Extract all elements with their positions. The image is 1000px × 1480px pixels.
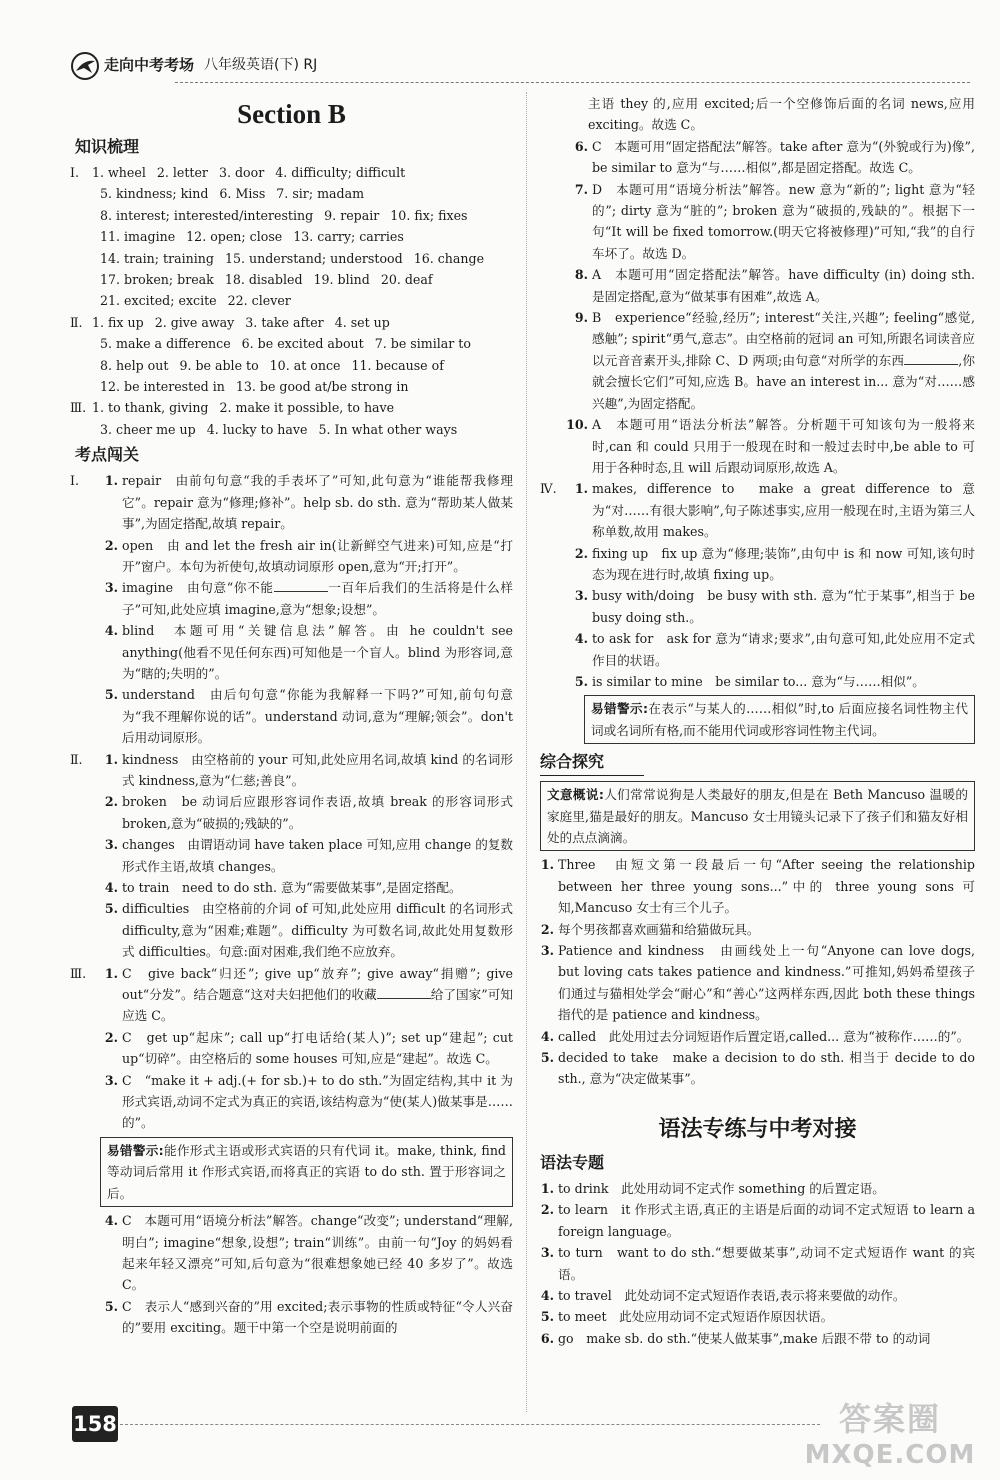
- explore-heading: 综合探究: [540, 749, 644, 776]
- runner-logo-icon: [70, 51, 100, 81]
- knowledge-group-3: Ⅲ. 1. to thank, giving 2. make it possible, to have 3. cheer me up 4. lucky to have 5. In what other ways: [70, 400, 458, 437]
- page-number: 158: [72, 1406, 118, 1442]
- exam-part-4: Ⅳ. 1. makes, difference to make a great difference to 意为“对……有很大影响”,句子陈述事实,应用一般现在时,主语为第三人称单数,故用 makes。 2. fixing up fix up 意为“修理;装饰”,由句中 is 和 now 可知,该句时态为现在进行时,故填 fixing up。 3. busy with/doing be busy with sth. 意为“忙于某事”,相当于 be busy doing sth.。 4. to ask for ask for 意为“请求;要求”,由句意可知,此处应用不定式作目的状语。 5. is similar to mine be similar to... 意为“与……相似”。 易错警示:在表示“与某人的……相似”时,to 后面应接名词性物主代词或名词所有格,而不能用代词或形容词性物主代词。: [540, 478, 975, 744]
- knowledge-heading: 知识梳理: [75, 137, 140, 156]
- answer-blank: [274, 579, 328, 592]
- answer-blank: [377, 986, 431, 999]
- exam-part-3: Ⅲ. 1. C give back“归还”; give up“放弃”; give away“捐赠”; give out“分发”。结合题意“这对夫妇把他们的收藏 给了国家”可知应选 C。 2. C get up“起床”; call up“打电话给(某人)”; set up“建起”; cut up“切碎”。由空格后的 some houses 可知,应是“建起”。故选 C。 3. C “make it + adj.(+ for sb.)+ to do sth.”为固定结构,其中 it 为形式宾语,动词不定式为真正的宾语,该结构意为“使(某人)做某事是……的”。 易错警示:能作形式主语或形式宾语的只有代词 it。make, think, find 等动词后常用 it 作形式宾语,而将真正的宾语 to do sth. 置于形容词之后。 4. C 本题可用“语境分析法”解答。change“改变”; understand“理解,明白”; imagine“想象,设想”; train“训练”。由前一句“Joy 的妈妈看起来年轻又漂亮”可知,后句意为“很难想象她已经 40 多岁了”。故选 C。 5. C 表示人“感到兴奋的”用 excited;表示事物的性质或特征“令人兴奋的”要用 exciting。题干中第一个空是说明前面的: [70, 965, 513, 1336]
- grammar-answers: 1. to drink 此处用动词不定式作 something 的后置定语。 2. to learn it 作形式主语,真正的主语是后面的动词不定式短语 to learn a foreign language。 3. to turn want to do sth.“想要做某事”,动词不定式短语作 want 的宾语。 4. to travel 此处动词不定式短语作表语,表示将来要做的动作。 5. to meet 此处应用动词不定式短语作原因状语。 6. go make sb. do sth.“使某人做某事”,make 后跟不带 to 的动词: [540, 1180, 975, 1346]
- warning-note: 易错警示:能作形式主语或形式宾语的只有代词 it。make, think, find 等动词后常用 it 作形式宾语,而将真正的宾语 to do sth. 置于形容词之后。: [100, 1137, 513, 1207]
- left-column: [70, 92, 513, 1339]
- footer-rule: [120, 1424, 820, 1425]
- continued-text: 主语 they 的,应用 excited;后一个空修饰后面的名词 news,应用 exciting。故选 C。: [588, 96, 975, 133]
- knowledge-group-2: Ⅱ. 1. fix up 2. give away 3. take after 4. set up 5. make a difference 6. be excited about 7. be similar to 8. help out 9. be able to 10. at once 11. because of 12. be interested in 13. be good at/be strong in: [70, 314, 471, 395]
- book-title: 走向中考考场: [104, 56, 195, 75]
- exam-part-2: Ⅱ. 1. kindness 由空格前的 your 可知,此处应用名词,故填 kind 的名词形式 kindness,意为“仁慈;善良”。 2. broken be 动词后应跟形容词作表语,故填 break 的形容词形式 broken,意为“破损的;残缺的”。 3. changes 由谓语动词 have taken place 可知,应用 change 的复数形式作主语,故填 changes。 4. to train need to do sth. 意为“需要做某事”,是固定搭配。 5. difficulties 由空格前的介词 of 可知,此处应用 difficult 的名词形式 difficulty,意为“困难;难题”。difficulty 为可数名词,故此处用复数形式 difficulties。句意:面对困难,我们绝不应放弃。: [70, 751, 513, 960]
- exam-part-1: Ⅰ. 1. repair 由前句句意“我的手表坏了”可知,此句意为“谁能帮我修理它”。repair 意为“修理;修补”。help sb. do sth. 意为“帮助某人做某事”,为固定搭配,故填 repair。 2. open 由 and let the fresh air in(让新鲜空气进来)可知,应是“打开”窗户。本句为祈使句,故填动词原形 open,意为“开;打开”。 3. imagine 由句意“你不能 一百年后我们的生活将是什么样子”可知,此处应填 imagine,意为“想象;设想”。 4. blind 本题可用“关键信息法”解答。由 he couldn't see anything(他看不见任何东西)可知他是一个盲人。blind 为形容词,意为“瞎的;失明的”。 5. understand 由后句句意“你能为我解释一下吗?”可知,前句句意为“我不理解你说的话”。understand 动词,意为“理解;领会”。don't 后用动词原形。: [70, 473, 513, 746]
- exam-heading: 考点闯关: [75, 445, 140, 465]
- page-header: [70, 50, 317, 82]
- book-subtitle: 八年级英语(下) RJ: [204, 57, 318, 74]
- header-rule: [175, 82, 970, 83]
- right-column: [540, 93, 975, 1349]
- knowledge-group-1: Ⅰ. 1. wheel 2. letter 3. door 4. difficulty; difficult 5. kindness; kind 6. Miss 7. sir; madam 8. interest; interested/interesting 9. repair 10. fix; fixes 11. imagine 12. open; close 13. carry; carries 14. train; training 15. understand; understood 16. change 17. broken; break 18. disabled 19. blind 20. deaf 21. excited; excite 22. clever: [70, 165, 485, 309]
- answer-blank: [904, 352, 958, 365]
- grammar-heading: 语法专题: [540, 1152, 605, 1172]
- warning-note: 易错警示:在表示“与某人的……相似”时,to 后面应接名词性物主代词或名词所有格,而不能用代词或形容词性物主代词。: [584, 695, 975, 744]
- section-title: Section B: [237, 99, 346, 129]
- grammar-big-heading: 语法专练与中考对接: [658, 1116, 857, 1142]
- explore-answers: 1. Three 由短文第一段最后一句“After seeing the relationship between her three young sons...”中的 three young sons 可知,Mancuso 女士有三个儿子。 2. 每个男孩都喜欢画猫和给猫做玩具。 3. Patience and kindness 由画线处上一句“Anyone can love dogs, but loving cats takes patience and kindness.”可推知,妈妈希望孩子们通过与猫相处学会“耐心”和“善心”这两样东西,因此 both these things 指代的是 patience and kindness。 4. called 此处用过去分词短语作后置定语,called... 意为“被称作……的”。 5. decided to take make a decision to do sth. 相当于 decide to do sth., 意为“决定做某事”。: [540, 857, 975, 1087]
- column-divider: [526, 92, 527, 1412]
- exam-part-3-cont: 6. C 本题可用“固定搭配法”解答。take after 意为“(外貌或行为)像”, be similar to 意为“与……相似”,都是固定搭配。故选 C。 7. D 本题可用“语境分析法”解答。new 意为“新的”; light 意为“轻的”; dirty 意为“脏的”; broken 意为“破损的,残缺的”。根据下一句“It will be fixed tomorrow.(明天它将被修理)”可知,“我”的自行车坏了。故选 D。 8. A 本题可用“固定搭配法”解答。have difficulty (in) doing sth. 是固定搭配,意为“做某事有困难”,故选 A。 9. B experience“经验,经历”; interest“关注,兴趣”; feeling“感觉,感触”; spirit“勇气,意志”。由空格前的冠词 an 可知,所跟名词读音应以元音音素开头,排除 C、D 两项;由句意“对所学的东西 ,你就会擅长它们”可知,应选 B。have an interest in... 意为“对……感兴趣”,为固定搭配。 10. A 本题可用“语法分析法”解答。分析题干可知该句为一般将来时,can 和 could 只用于一般现在时和一般过去时中,be able to 可用于各种时态,且 will 后跟动词原形,故选 A。: [566, 138, 975, 475]
- summary-box: 文意概说:人们常常说狗是人类最好的朋友,但是在 Beth Mancuso 温暖的家庭里,猫是最好的朋友。Mancuso 女士用镜头记录下了孩子们和猫友好相处的点点滴滴。: [540, 781, 975, 851]
- watermark-logo: 答案圈 MXQE.COM: [804, 1400, 976, 1470]
